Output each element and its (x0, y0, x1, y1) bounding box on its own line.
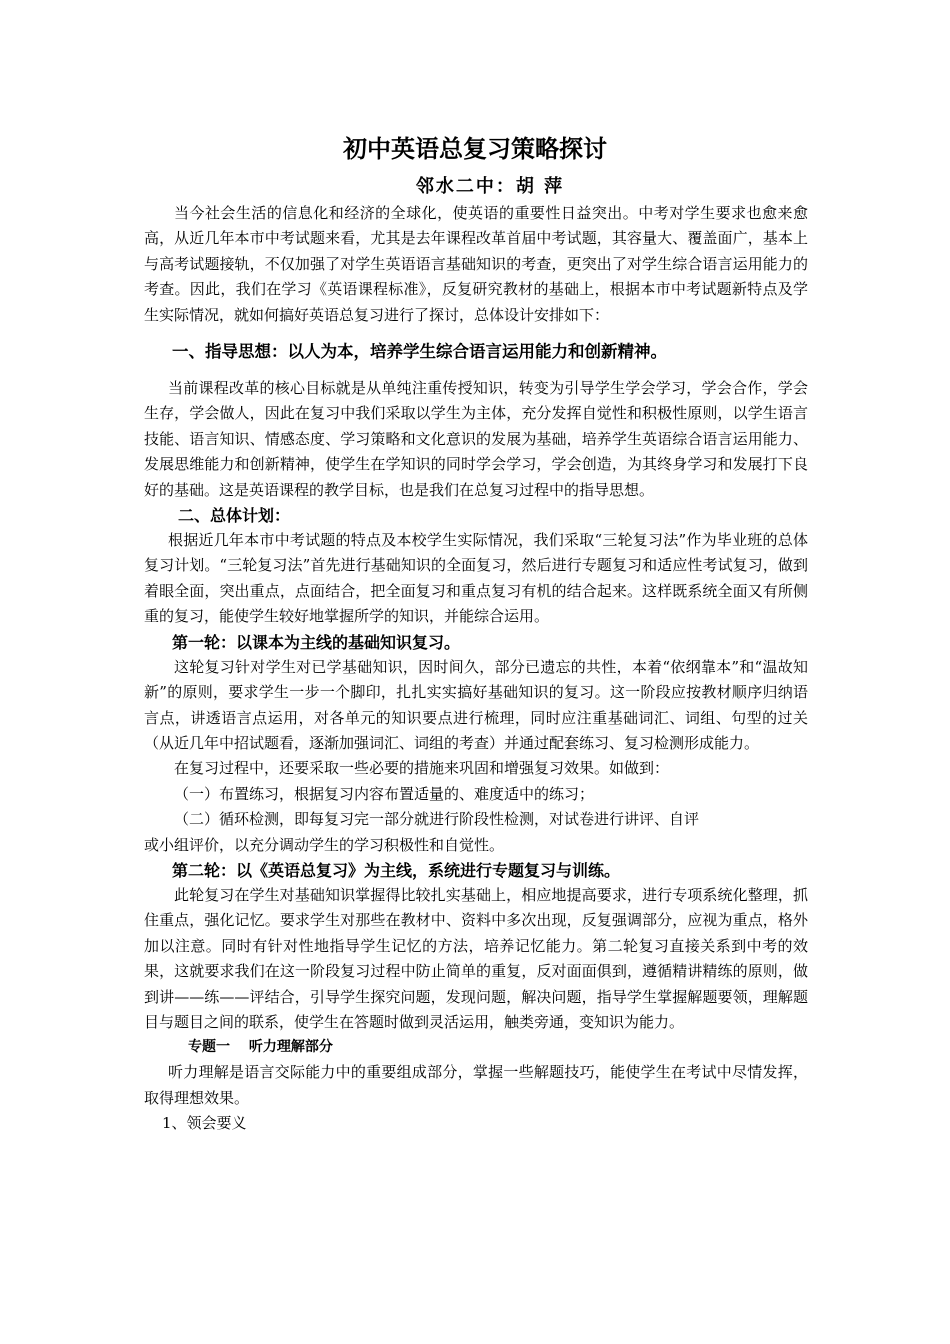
round1-item2a: （二）循环检测，即每复习完一部分就进行阶段性检测，对试卷进行讲评、自评 (174, 810, 700, 829)
round2-heading: 第二轮：以《英语总复习》为主线，系统进行专题复习与训练。 (172, 860, 621, 880)
document-body (144, 201, 808, 1137)
intro-paragraph: 当今社会生活的信息化和经济的全球化，使英语的重要性日益突出。中考对学生要求也愈来愈高，从近几年本市中考试题来看，尤其是去年课程改革首届中考试题，其容量大、覆盖面广，基本上与高考试题接轨，不仅加强了对学生英语语言基础知识的考查，更突出了对学生综合语言运用能力的考查。因此，我们在学习《英语课程标准》，反复研究教材的基础上，根据本市中考试题新特点及学生实际情况，就如何搞好英语总复习进行了探讨，总体设计安排如下： (144, 204, 808, 324)
round1-item1: （一）布置练习，根据复习内容布置适量的、难度适中的练习； (174, 784, 595, 803)
section2-heading: 二、总体计划： (178, 506, 291, 526)
section1-body: 当前课程改革的核心目标就是从单纯注重传授知识，转变为引导学生学会学习，学会合作，学会生存，学会做人，因此在复习中我们采取以学生为主体，充分发挥自觉性和积极性原则，以学生语言技能、语言知识、情感态度、学习策略和文化意识的发展为基础，培养学生英语综合语言运用能力、发展思维能力和创新精神，使学生在学知识的同时学会学习，学会创造，为其终身学习和发展打下良好的基础。这是英语课程的教学目标，也是我们在总复习过程中的指导思想。 (144, 379, 808, 499)
round1-heading: 第一轮：以课本为主线的基础知识复习。 (172, 632, 461, 652)
author-line: 邻水二中：胡 萍 (415, 176, 565, 197)
document-title: 初中英语总复习策略探讨 (343, 135, 607, 163)
round1-body: 这轮复习针对学生对已学基础知识，因时间久，部分已遗忘的共性，本着“依纲靠本”和“温故知新”的原则，要求学生一步一个脚印，扎扎实实搞好基础知识的复习。这一阶段应按教材顺序归纳语言点，讲透语言点运用，对各单元的知识要点进行梳理，同时应注重基础词汇、词组、句型的过关（从近几年中招试题看，逐渐加强词汇、词组的考查）并通过配套练习、复习检测形成能力。 (144, 657, 808, 752)
topic1-heading: 专题一 听力理解部分 (188, 1039, 333, 1056)
round2-body: 此轮复习在学生对基础知识掌握得比较扎实基础上，相应地提高要求，进行专项系统化整理，抓住重点，强化记忆。要求学生对那些在教材中、资料中多次出现，反复强调部分，应视为重点，格外加以注意。同时有针对性地指导学生记忆的方法，培养记忆能力。第二轮复习直接关系到中考的效果，这就要求我们在这一阶段复习过程中防止简单的重复，反对面面俱到，遵循精讲精练的原则，做到讲——练——评结合，引导学生探究问题，发现问题，解决问题，指导学生掌握解题要领，理解题目与题目之间的联系，使学生在答题时做到灵活运用，触类旁通，变知识为能力。 (144, 885, 808, 1031)
section2-body: 根据近几年本市中考试题的特点及本校学生实际情况，我们采取“三轮复习法”作为毕业班的总体复习计划。“三轮复习法”首先进行基础知识的全面复习，然后进行专题复习和适应性考试复习，做到着眼全面，突出重点，点面结合，把全面复习和重点复习有机的结合起来。这样既系统全面又有所侧重的复习，能使学生较好地掌握所学的知识，并能综合运用。 (144, 531, 808, 626)
topic1-item1: 1、领会要义 (162, 1114, 247, 1133)
round1-measures: 在复习过程中，还要采取一些必要的措施来巩固和增强复习效果。如做到： (174, 759, 670, 778)
section1-heading: 一、指导思想：以人为本，培养学生综合语言运用能力和创新精神。 (172, 342, 667, 362)
round1-item2b: 或小组评价，以充分调动学生的学习积极性和自觉性。 (144, 835, 505, 854)
topic1-body: 听力理解是语言交际能力中的重要组成部分，掌握一些解题技巧，能使学生在考试中尽情发挥，取得理想效果。 (144, 1063, 808, 1107)
